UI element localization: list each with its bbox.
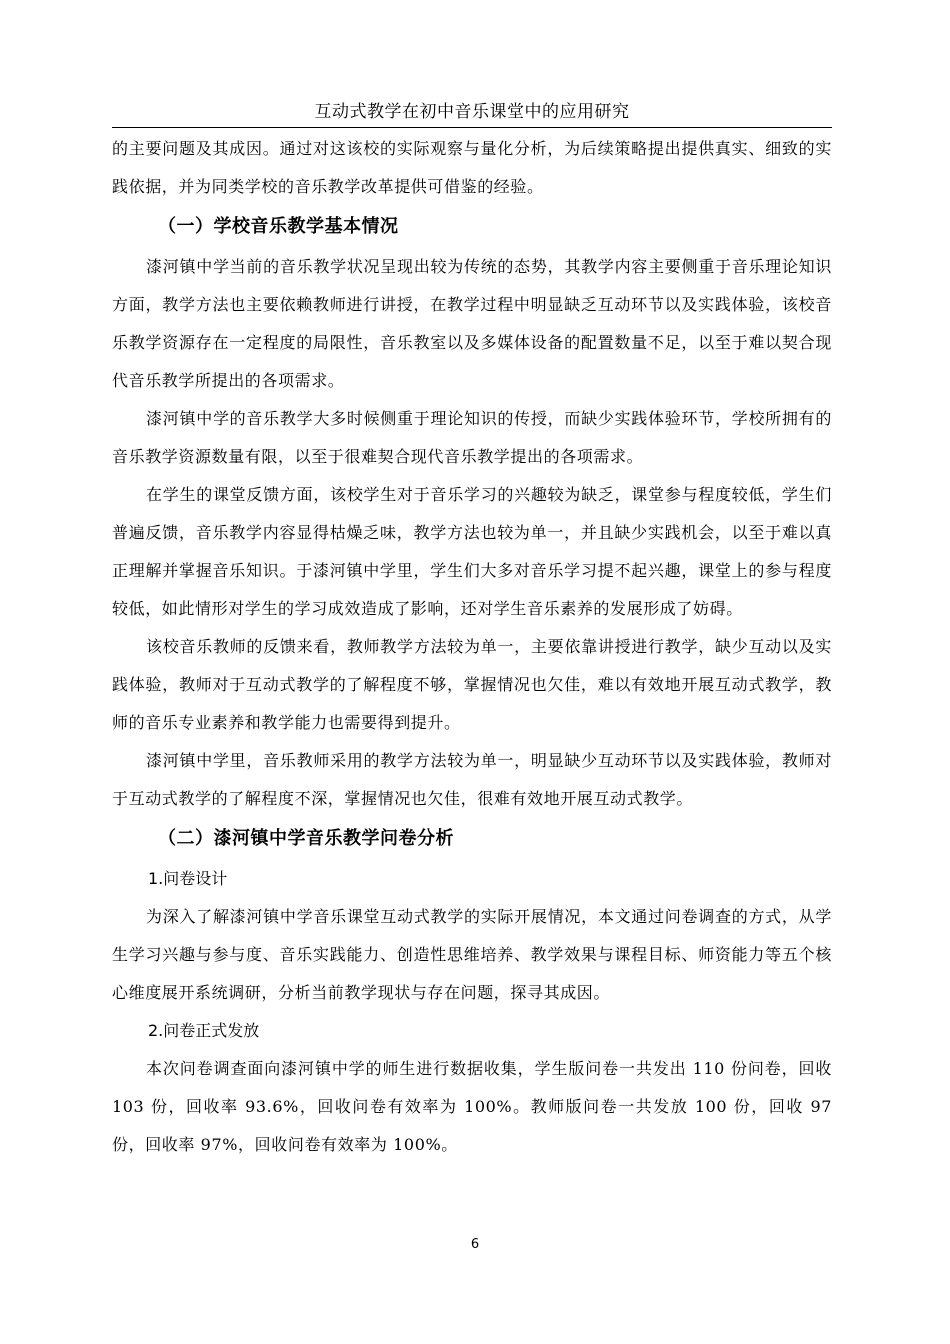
body-paragraph: 漆河镇中学当前的音乐教学状况呈现出较为传统的态势，其教学内容主要侧重于音乐理论知识方面，教学方法也主要依赖教师进行讲授，在教学过程中明显缺乏互动环节以及实践体验，该校音乐教学资源存在一定程度的局限性，音乐教室以及多媒体设备的配置数量不足，以至于难以契合现代音乐教学所提出的各项需求。 (112, 257, 832, 390)
body-paragraph: 本次问卷调查面向漆河镇中学的师生进行数据收集，学生版问卷一共发出 110 份问卷，回收 103 份，回收率 93.6%，回收问卷有效率为 100%。教师版问卷一共发放 100 份，回收 97 份，回收率 97%，回收问卷有效率为 100%。 (112, 1059, 832, 1154)
subsection-heading-questionnaire-design: 1.问卷设计 (148, 869, 228, 888)
page-number: 6 (470, 1237, 480, 1252)
header-rule (112, 127, 832, 128)
body-paragraph: 在学生的课堂反馈方面，该校学生对于音乐学习的兴趣较为缺乏，课堂参与程度较低，学生们普遍反馈，音乐教学内容显得枯燥乏味，教学方法也较为单一，并且缺少实践机会，以至于难以真正理解并掌握音乐知识。于漆河镇中学里，学生们大多对音乐学习提不起兴趣，课堂上的参与程度较低，如此情形对学生的学习成效造成了影响，还对学生音乐素养的发展形成了妨碍。 (112, 485, 832, 618)
running-header-title: 互动式教学在初中音乐课堂中的应用研究 (314, 102, 630, 122)
body-paragraph: 该校音乐教师的反馈来看，教师教学方法较为单一，主要依靠讲授进行教学，缺少互动以及实践体验，教师对于互动式教学的了解程度不够，掌握情况也欠佳，难以有效地开展互动式教学，教师的音乐专业素养和教学能力也需要得到提升。 (112, 637, 832, 732)
body-paragraph: 漆河镇中学的音乐教学大多时候侧重于理论知识的传授，而缺少实践体验环节，学校所拥有的音乐教学资源数量有限，以至于很难契合现代音乐教学提出的各项需求。 (112, 409, 832, 466)
section-heading-1: （一）学校音乐教学基本情况 (158, 216, 399, 237)
section-heading-2: （二）漆河镇中学音乐教学问卷分析 (158, 828, 454, 849)
subsection-heading-questionnaire-distribution: 2.问卷正式发放 (148, 1021, 260, 1040)
continuation-paragraph: 的主要问题及其成因。通过对这该校的实际观察与量化分析，为后续策略提出提供真实、细致的实践依据，并为同类学校的音乐教学改革提供可借鉴的经验。 (112, 139, 832, 196)
body-paragraph: 为深入了解漆河镇中学音乐课堂互动式教学的实际开展情况，本文通过问卷调查的方式，从学生学习兴趣与参与度、音乐实践能力、创造性思维培养、教学效果与课程目标、师资能力等五个核心维度展开系统调研，分析当前教学现状与存在问题，探寻其成因。 (112, 907, 832, 1002)
page-body (112, 130, 832, 1164)
body-paragraph: 漆河镇中学里，音乐教师采用的教学方法较为单一，明显缺少互动环节以及实践体验，教师对于互动式教学的了解程度不深，掌握情况也欠佳，很难有效地开展互动式教学。 (112, 751, 832, 808)
